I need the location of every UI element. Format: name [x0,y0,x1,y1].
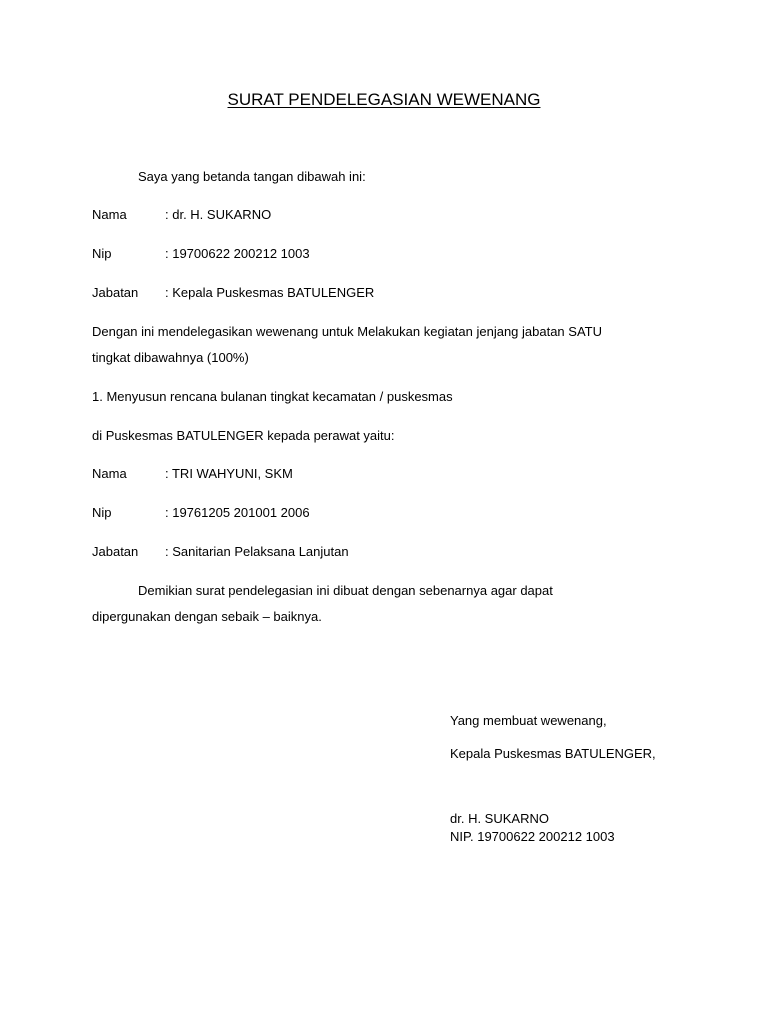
signatory-nip: NIP. 19700622 200212 1003 [450,829,615,844]
delegate-nip-value: : 19761205 201001 2006 [165,505,310,520]
delegator-nip-value: : 19700622 200212 1003 [165,246,310,261]
delegator-name-label: Nama [92,207,127,222]
delegate-name-value: : TRI WAHYUNI, SKM [165,466,293,481]
delegate-position-label: Jabatan [92,544,139,559]
delegation-statement-line1: Dengan ini mendelegasikan wewenang untuk Melakukan kegiatan jenjang jabatan SATU [92,324,602,339]
signature-intro: Yang membuat wewenang, [450,713,607,728]
closing-line2: dipergunakan dengan sebaik – baiknya. [92,609,322,624]
delegate-name-label: Nama [92,466,127,481]
signature-position: Kepala Puskesmas BATULENGER, [450,746,656,761]
intro-text: Saya yang betanda tangan dibawah ini: [138,169,366,184]
delegate-nip-label: Nip [92,505,112,520]
delegator-position-label: Jabatan [92,285,139,300]
delegator-name-value: : dr. H. SUKARNO [165,207,272,222]
closing-line1: Demikian surat pendelegasian ini dibuat dengan sebenarnya agar dapat [138,583,553,598]
delegation-statement-line2: tingkat dibawahnya (100%) [92,350,249,365]
signatory-name: dr. H. SUKARNO [450,811,549,826]
delegate-position-value: : Sanitarian Pelaksana Lanjutan [165,544,349,559]
document-title: SURAT PENDELEGASIAN WEWENANG [227,90,541,109]
delegator-position-value: : Kepala Puskesmas BATULENGER [165,285,375,300]
task-item: 1. Menyusun rencana bulanan tingkat kecamatan / puskesmas [92,389,453,404]
delegator-nip-label: Nip [92,246,112,261]
location-line: di Puskesmas BATULENGER kepada perawat yaitu: [92,428,395,443]
